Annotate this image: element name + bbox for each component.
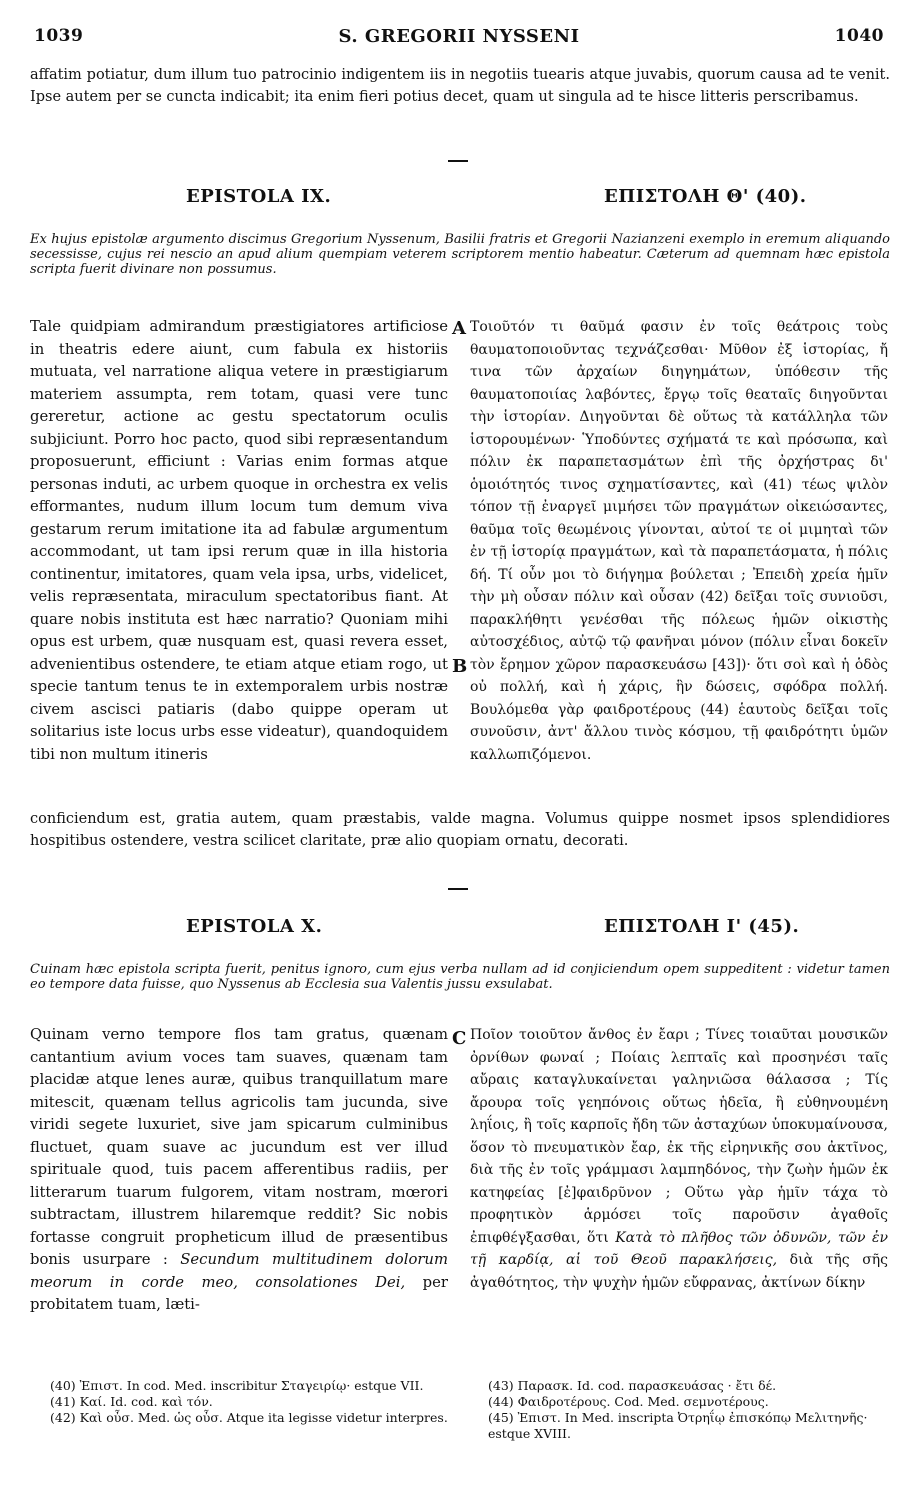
footnote: (44) Φαιδροτέρους. Cod. Med. σεμνοτέρους.	[488, 1394, 769, 1409]
section-divider	[448, 160, 468, 162]
section-divider	[448, 888, 468, 890]
epistle10-latin-tail: per probitatem tuam, læti-	[30, 1273, 448, 1313]
epistle9-summary: Ex hujus epistolæ argumento discimus Gregorium Nyssenum, Basilii fratris et Gregorii Nazianzeni exemplo in eremum aliquando secessisse, cujus rei nescio an apud alium quempiam veterem scriptorem mentio habeatur. Cæterum ad quemnam hæc epistola scripta fuerit divinare non possumus.	[30, 232, 890, 277]
epistle9-greek-heading: ΕΠΙΣΤΟΛΗ Θ' (40).	[604, 186, 807, 207]
epistle10-greek-text: Ποῖον τοιοῦτον ἄνθος ἐν ἔαρι ; Τίνες τοιαῦται μουσικῶν ὀρνίθων φωναί ; Ποίαις λεπταῖς καὶ προσηνέσι ταῖς αὔραις καταγλυκαίνεται γαληνιῶσα θάλασσα ; Τίς ἄρουρα τοῖς γεηπόνοις οὕτως ἡδεῖα, ἢ εὐθηνουμένη ληΐοις, ἢ τοῖς καρποῖς ἤδη τῶν ἀσταχύων ὑποκυμαίνουσα, ὅσον τὸ πνευματικὸν ἔαρ, ἐκ τῆς εἰρηνικῆς σου ἀκτῖνος, διὰ τῆς ἐν τοῖς γράμμασι λαμπηδόνος, τὴν ζωὴν ἡμῶν ἐκ κατηφείας [ἐ]φαιδρῦνον ; Οὕτω γὰρ ἡμῖν τάχα τὸ προφητικὸν ἁρμόσει τοῖς παροῦσιν ἀγαθοῖς ἐπιφθέγξασθαι, ὅτι	[470, 1027, 888, 1246]
epistle10-greek-tail: διὰ τῆς σῆς ἀγαθότητος, τὴν ψυχὴν ἡμῶν εὔφρανας, ἀκτίνων δίκην	[470, 1252, 888, 1291]
footnotes-left	[50, 1378, 450, 1426]
epistle10-latin-column	[30, 1024, 448, 1360]
epistle9-greek-text: Τοιοῦτόν τι θαῦμά φασιν ἐν τοῖς θεάτροις τοὺς θαυματοποιοῦντας τεχνάζεσθαι· Μῦθον ἐξ ἱστορίας, ἤ τινα τῶν ἀρχαίων διηγημάτων, ὑπόθεσιν τῆς θαυματοποιίας λαβόντες, ἔργῳ τοῖς θεαταῖς διηγοῦνται τὴν ἱστορίαν. Διηγοῦνται δὲ οὕτως τὰ κατάλληλα τῶν ἱστορουμένων· Ὑποδύντες σχήματά τε καὶ πρόσωπα, καὶ πόλιν ἐκ παραπετασμάτων ἐπὶ τῆς ὀρχήστρας δι' ὁμοιότητός τινος σχηματίσαντες, καὶ (41) τέως ψιλὸν τόπον τῇ ἐναργεῖ μιμήσει τῶν πραγμάτων οἰκειώσαντες, θαῦμα τοῖς θεωμένοις γίνονται, αὐτοί τε οἱ μιμηταὶ τῶν ἐν τῇ ἱστορίᾳ πραγμάτων, καὶ τὰ παραπετάσματα, ἡ πόλις δή. Τί οὖν μοι τὸ διήγημα βούλεται ; Ἐπειδὴ χρεία ἡμῖν τὴν μὴ οὖσαν πόλιν καὶ οὖσαν (42) δεῖξαι τοῖς συνιοῦσι, παρακλήθητι γενέσθαι τῆς πόλεως ἡμῶν οἰκιστὴς αὐτοσχέδιος, αὐτῷ τῷ φανῆναι μόνον (πόλιν εἶναι δοκεῖν τὸν ἔρημον χῶρον παρασκευάσω [43])· ὅτι σοὶ καὶ ἡ ὁδὸς οὐ πολλή, καὶ ἡ χάρις, ἣν δώσεις, σφόδρα πολλή. Βουλόμεθα γὰρ φαιδροτέρους (44) ἑαυτοὺς δεῖξαι τοῖς συνοῦσιν, ἀντ' ἄλλου τινὸς κόσμου, τῇ φαιδρότητι ὑμῶν καλλωπιζόμενοι.	[470, 319, 888, 763]
margin-marker-a: A	[452, 318, 466, 339]
running-title: S. GREGORII NYSSENI	[338, 26, 580, 47]
footnote: (41) Καί. Id. cod. καὶ τόν.	[50, 1394, 213, 1409]
epistle10-latin-heading: EPISTOLA X.	[186, 916, 323, 937]
margin-marker-c: C	[452, 1028, 467, 1049]
epistle10-greek-column	[470, 1024, 888, 1360]
footnotes-right	[488, 1378, 888, 1442]
footnote: (42) Καὶ οὖσ. Med. ὡς οὖσ. Atque ita legisse videtur interpres.	[50, 1410, 448, 1425]
page-number-left: 1039	[34, 26, 84, 46]
epistle9-closing: conficiendum est, gratia autem, quam præstabis, valde magna. Volumus quippe nosmet ipsos splendidiores hospitibus ostendere, vestra scilicet claritate, præ alio quopiam ornatu, decorati.	[30, 811, 890, 849]
footnote: (43) Παρασκ. Id. cod. παρασκευάσας · ἔτι δέ.	[488, 1378, 777, 1393]
epistle10-latin-text: Quinam verno tempore flos tam gratus, quænam cantantium avium voces tam suaves, quænam tam placidæ atque lenes auræ, quibus tranquillatum mare mitescit, quænam tellus agricolis tam jucunda, sive viridi segete luxuriet, sive jam spicarum culminibus fluctuet, quam suave ac jucundum est ver illud spirituale quod, tuis pacem afferentibus radiis, per litterarum tuarum fulgorem, vitam nostram, mœrori subtractam, illustrem hilaremque reddit? Sic nobis fortasse congruit propheticum illud de præsentibus bonis usurpare :	[30, 1026, 448, 1268]
epistle9-latin-heading: EPISTOLA IX.	[186, 186, 332, 207]
margin-marker-b: B	[452, 656, 468, 677]
footnote: (40) Ἐπιστ. In cod. Med. inscribitur Σταγειρίῳ· estque VII.	[50, 1378, 424, 1393]
page-number-right: 1040	[834, 26, 884, 46]
epistle10-latin-quotation: Secundum multitudinem dolorum meorum in corde meo, consolationes Dei,	[30, 1251, 448, 1291]
running-header	[34, 26, 884, 56]
epistle10-summary: Cuinam hæc epistola scripta fuerit, penitus ignoro, cum ejus verba nullam ad id conjiciendum opem suppeditent : videtur tamen eo tempore data fuisse, quo Nyssenus ab Ecclesia sua Valentis jussu exsulabat.	[30, 962, 890, 992]
epistle10-greek-heading: ΕΠΙΣΤΟΛΗ Ι' (45).	[604, 916, 800, 937]
intro-paragraph: affatim potiatur, dum illum tuo patrocinio indigentem iis in negotiis tuearis atque juvabis, quorum causa ad te venit. Ipse autem per se cuncta indicabit; ita enim fieri potius decet, quam ut singula ad te hisce litteris perscribamus.	[30, 67, 890, 105]
epistle10-greek-quotation: Κατὰ τὸ πλῆθος τῶν ὀδυνῶν, τῶν ἐν τῇ καρδίᾳ, αἱ τοῦ Θεοῦ παρακλήσεις,	[470, 1229, 888, 1268]
footnote: (45) Ἐπιστ. In Med. inscripta Ὀτρηΐῳ ἐπισκόπῳ Μελιτηνῆς· estque XVIII.	[488, 1410, 868, 1441]
epistle9-latin-text: Tale quidpiam admirandum præstigiatores artificiose in theatris edere aiunt, cum fabula ex historiis mutuata, vel narratione aliqua vetere in præstigiarum materiem assumpta, rem totam, quasi vere tunc gereretur, actione ac gestu spectatorum oculis subjiciunt. Porro hoc pacto, quod sibi repræsentandum proposuerunt, efficiunt : Varias enim formas atque personas induti, ac urbem quoque in orchestra ex velis efformantes, nudum illum locum tum demum viva gestarum rerum imitatione ita ad fabulæ argumentum accommodant, ut tam ipsi rerum quæ in illa historia continentur, imitatores, quam vela ipsa, urbs, videlicet, velis repræsentata, miraculum spectatoribus fiant. At quare nobis instituta est hæc narratio? Quoniam mihi opus est urbem, quæ nusquam est, quasi revera esset, advenientibus ostendere, te etiam atque etiam rogo, ut specie tantum tenus te in extemporalem urbis nostræ civem ascisci patiaris (dabo quippe operam ut solitarius iste locus urbs esse videatur), quandoquidem tibi non multum itineris	[30, 318, 448, 763]
